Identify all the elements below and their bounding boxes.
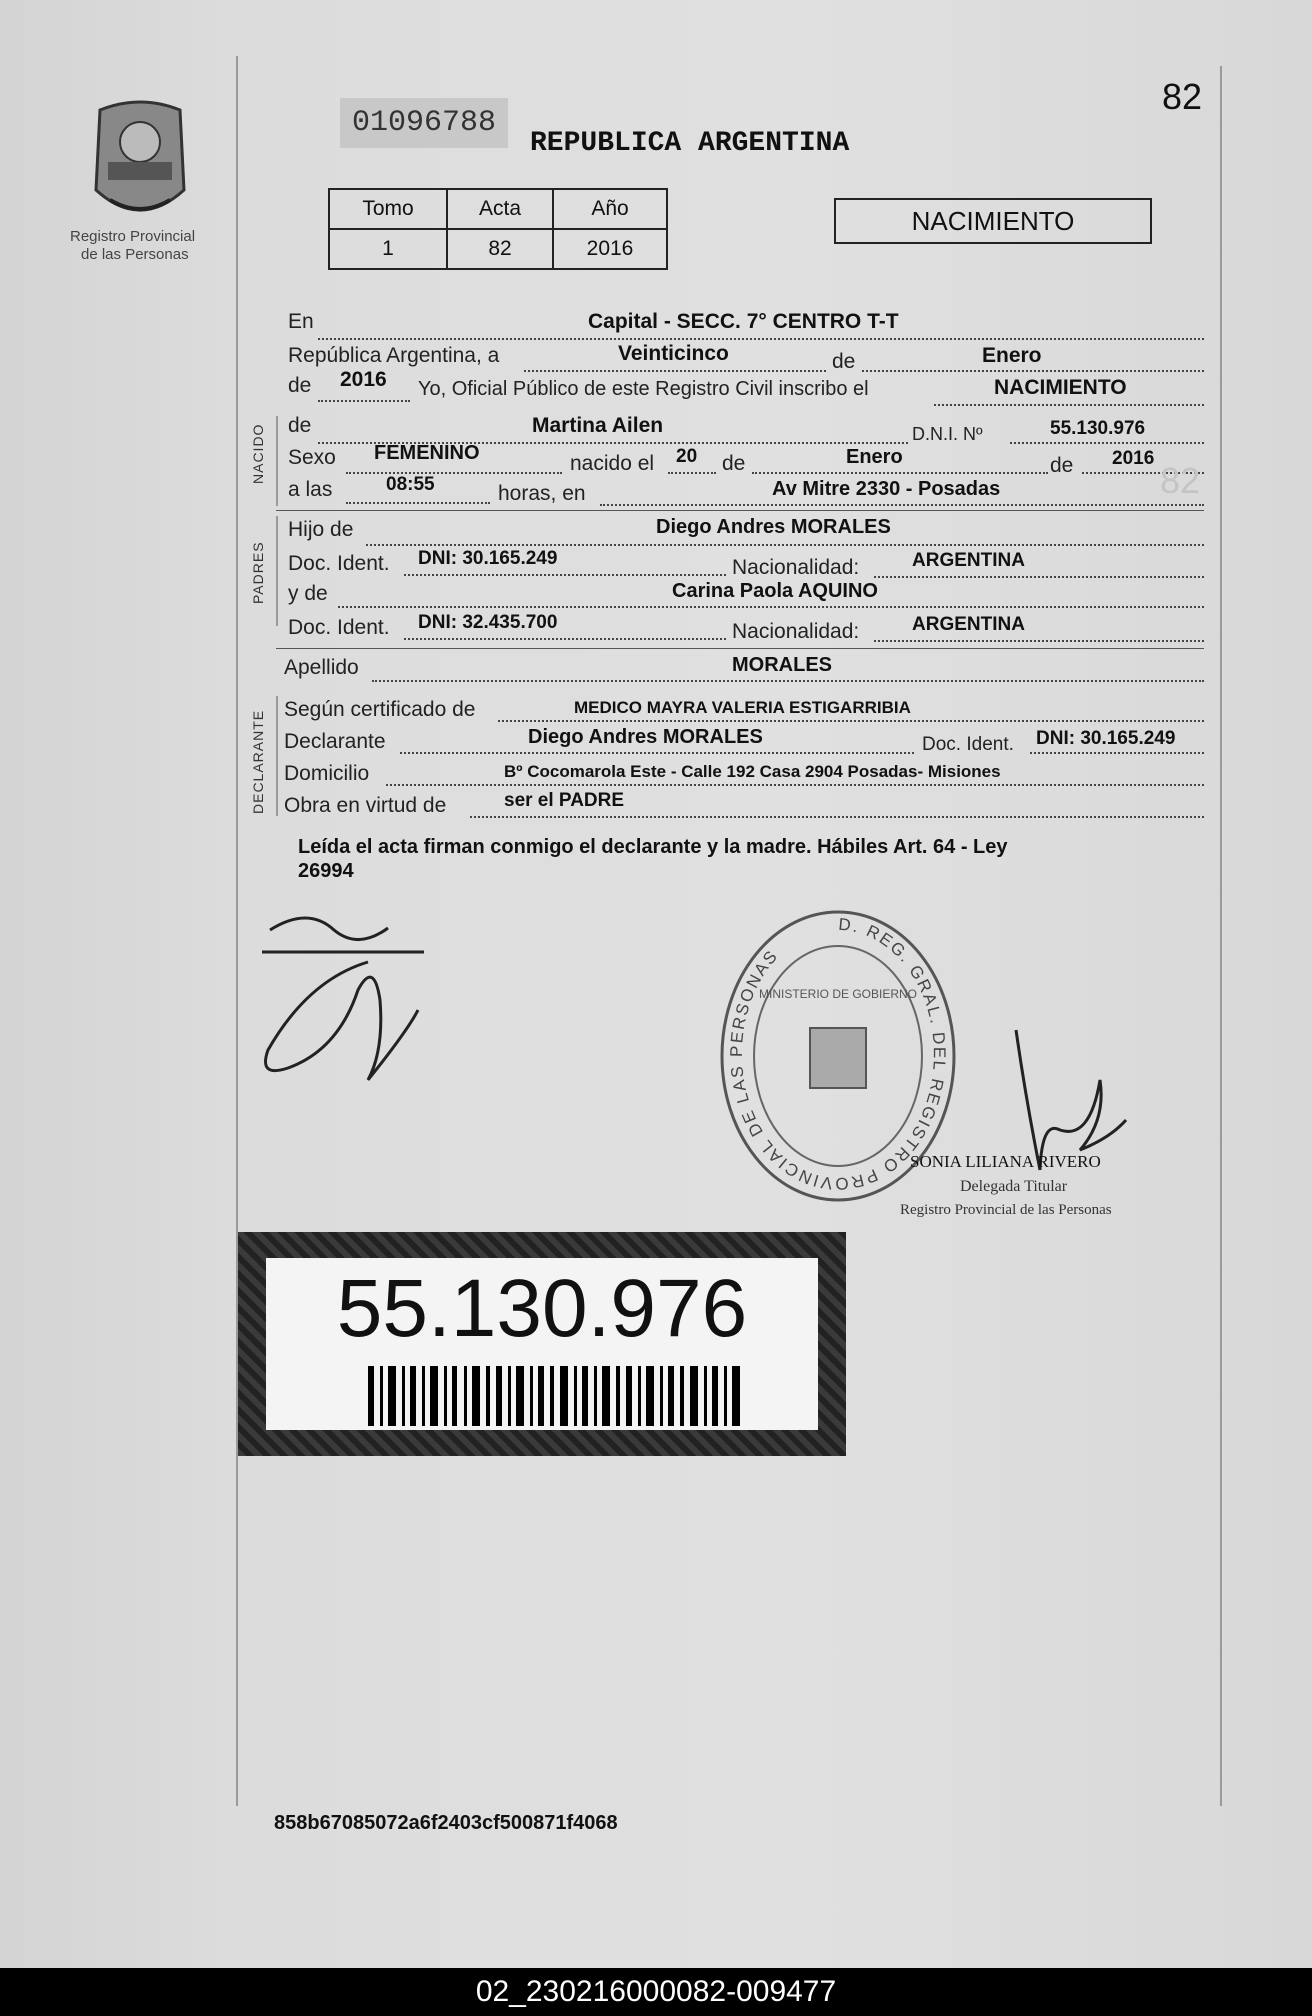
left-margin-line: [236, 56, 238, 1806]
certificate-issuer: MEDICO MAYRA VALERIA ESTIGARRIBIA: [574, 698, 911, 717]
a-las-label: a las: [288, 478, 333, 501]
page-number: 82: [1162, 76, 1203, 117]
obra-line: [470, 816, 1204, 818]
mother-nationality: ARGENTINA: [912, 614, 1025, 635]
en-label: En: [288, 310, 314, 333]
obra-value: ser el PADRE: [504, 790, 625, 811]
place-of-registration: Capital - SECC. 7° CENTRO T-T: [588, 310, 899, 333]
nacido-de-label-3: de: [1050, 454, 1074, 477]
padres-section-label: PADRES: [250, 541, 266, 604]
declarante-section-label: DECLARANTE: [250, 709, 266, 814]
right-margin-line: [1220, 66, 1222, 1806]
father-nationality-label: Nacionalidad:: [732, 556, 860, 579]
certificate-line: [498, 720, 1204, 722]
child-dni-line: [1010, 442, 1204, 444]
father-doc-line: [404, 574, 726, 576]
sexo-label: Sexo: [288, 446, 336, 469]
father-name: Diego Andres MORALES: [656, 516, 891, 538]
mother-name-line: [338, 606, 1204, 608]
declarante-section-bar: [276, 696, 278, 816]
sticker-label: [266, 1258, 818, 1430]
country-title: REPUBLICA ARGENTINA: [530, 128, 850, 159]
registrar-name: SONIA LILIANA RIVERO: [910, 1152, 1101, 1171]
republica-label: República Argentina, a: [288, 344, 500, 367]
mother-name: Carina Paola AQUINO: [672, 580, 878, 602]
birth-place-line: [600, 504, 1204, 506]
child-name: Martina Ailen: [532, 414, 664, 437]
birth-time-line: [346, 502, 490, 504]
registry-statement: Yo, Oficial Público de este Registro Civil inscribo el: [418, 378, 869, 400]
mother-doc-line: [404, 638, 726, 640]
nacido-section-bar: [276, 416, 278, 506]
horas-en-label: horas, en: [498, 482, 586, 505]
birth-day-line: [668, 472, 716, 474]
declarante-label: Declarante: [284, 730, 386, 753]
child-dni: 55.130.976: [1050, 418, 1146, 439]
obra-label: Obra en virtud de: [284, 794, 447, 817]
sexo-line: [346, 472, 562, 474]
padres-section-bar: [276, 516, 278, 626]
father-name-line: [366, 544, 1204, 546]
stamp-inner-text: MINISTERIO DE GOBIERNO: [758, 987, 918, 1001]
dni-label: D.N.I. Nº: [912, 424, 983, 444]
margin-page-mark: 82: [1160, 460, 1201, 501]
father-doc-label: Doc. Ident.: [288, 552, 390, 575]
father-nationality: ARGENTINA: [912, 550, 1025, 571]
document-hash: 858b67085072a6f2403cf500871f4068: [274, 1812, 618, 1834]
registrar-org: Registro Provincial de las Personas: [900, 1202, 1112, 1218]
father-doc: DNI: 30.165.249: [418, 548, 558, 569]
registry-name-line1: Registro Provincial: [70, 228, 196, 245]
barcode: [368, 1366, 748, 1426]
id-barcode-sticker: [238, 1232, 846, 1456]
birth-month: Enero: [846, 446, 903, 468]
tomo-acta-ano-table: [328, 188, 668, 270]
birth-time: 08:55: [386, 474, 435, 495]
apellido-line: [372, 680, 1204, 682]
acta-header: Acta: [447, 189, 553, 229]
mother-doc-label: Doc. Ident.: [288, 616, 390, 639]
declarante-line: [400, 752, 914, 754]
mother-signature: [248, 900, 448, 1100]
declarante-name: Diego Andres MORALES: [528, 726, 763, 748]
birth-month-line: [752, 472, 1048, 474]
birth-place: Av Mitre 2330 - Posadas: [772, 478, 1001, 500]
mother-doc: DNI: 32.435.700: [418, 612, 558, 633]
de-label-1: de: [832, 350, 856, 373]
registration-day: Veinticinco: [618, 342, 729, 365]
tomo-header: Tomo: [329, 189, 447, 229]
nacido-de-label-2: de: [722, 452, 746, 475]
registrar-title: Delegada Titular: [960, 1178, 1068, 1195]
mother-nationality-label: Nacionalidad:: [732, 620, 860, 643]
mother-nationality-line: [874, 640, 1204, 642]
registration-month: Enero: [982, 344, 1042, 367]
month-field-line: [862, 370, 1204, 372]
padres-section-rule: [276, 648, 1204, 649]
declarante-doc: DNI: 30.165.249: [1036, 728, 1176, 749]
registration-year: 2016: [340, 368, 387, 391]
ano-value: 2016: [553, 229, 667, 269]
stamp-ring-text: D. REG. GRAL. DEL REGISTRO PROVINCIAL DE LAS PERSONAS: [726, 914, 949, 1194]
declarante-doc-line: [1030, 752, 1204, 754]
closing-line-1: Leída el acta firman conmigo el declarante y la madre. Hábiles Art. 64 - Ley: [298, 836, 1008, 858]
birth-year: 2016: [1112, 448, 1155, 469]
declarante-doc-label: Doc. Ident.: [922, 734, 1014, 755]
domicilio-label: Domicilio: [284, 762, 370, 785]
nacido-el-label: nacido el: [570, 452, 655, 475]
domicilio-value: Bº Cocomarola Este - Calle 192 Casa 2904 Posadas- Misiones: [504, 762, 1001, 781]
child-sex: FEMENINO: [374, 442, 480, 464]
acta-value: 82: [447, 229, 553, 269]
province-crest-logo: [80, 100, 200, 228]
ano-header: Año: [553, 189, 667, 229]
sticker-id-number: 55.130.976: [336, 1263, 748, 1354]
registry-name-line2: de las Personas: [81, 246, 189, 263]
father-nationality-line: [874, 576, 1204, 578]
apellido-label: Apellido: [284, 656, 359, 679]
footer-file-code: 02_230216000082-009477: [0, 1968, 1312, 2016]
en-field-line: [318, 338, 1204, 340]
act-type-field-line: [934, 404, 1204, 406]
year-field-line: [318, 400, 410, 402]
tomo-value: 1: [329, 229, 447, 269]
document-type-box: NACIMIENTO: [834, 198, 1152, 244]
domicilio-line: [386, 784, 1204, 786]
nacido-section-label: NACIDO: [250, 423, 266, 484]
de-label-2: de: [288, 374, 312, 397]
certificate-label: Según certificado de: [284, 698, 476, 721]
birth-day: 20: [676, 446, 698, 467]
closing-line-2: 26994: [298, 860, 354, 882]
nacido-de-label: de: [288, 414, 312, 437]
y-de-label: y de: [288, 582, 328, 605]
day-field-line: [524, 370, 826, 372]
serial-number: 01096788: [340, 98, 508, 148]
act-type: NACIMIENTO: [994, 376, 1127, 399]
nacido-section-rule: [276, 510, 1204, 511]
hijo-de-label: Hijo de: [288, 518, 354, 541]
apellido-value: MORALES: [732, 654, 832, 676]
